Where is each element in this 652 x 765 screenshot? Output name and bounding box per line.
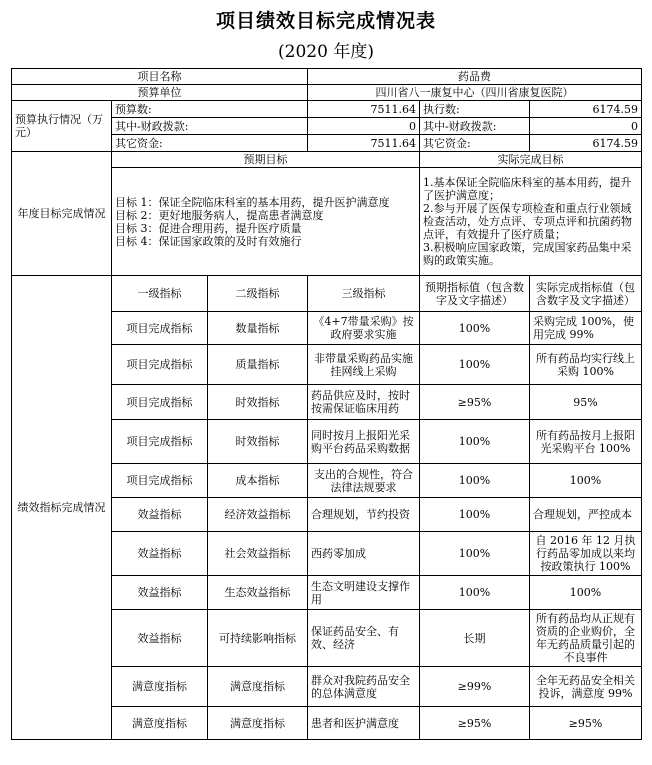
level2-cell: 时效指标 bbox=[208, 385, 308, 420]
actual-value-header: 实际完成指标值（包含数字及文字描述） bbox=[530, 276, 642, 312]
exec-row-label: 执行数: bbox=[420, 101, 530, 118]
expected-cell: ≥99% bbox=[420, 667, 530, 707]
actual-cell: 自 2016 年 12 月执行药品零加成以来均按政策执行 100% bbox=[530, 532, 642, 576]
expected-cell: 100% bbox=[420, 532, 530, 576]
expected-cell: ≥95% bbox=[420, 385, 530, 420]
level1-cell: 项目完成指标 bbox=[112, 385, 208, 420]
expected-value-header: 预期指标值（包含数字及文字描述） bbox=[420, 276, 530, 312]
actual-cell: 100% bbox=[530, 464, 642, 498]
page-title: 项目绩效目标完成情况表 bbox=[215, 10, 436, 32]
level1-cell: 项目完成指标 bbox=[112, 345, 208, 385]
annual-section-label: 年度目标完成情况 bbox=[12, 152, 112, 276]
actual-cell: ≥95% bbox=[530, 707, 642, 740]
level2-cell: 成本指标 bbox=[208, 464, 308, 498]
project-name-label: 项目名称 bbox=[12, 69, 308, 85]
level3-cell: 药品供应及时，按时按需保证临床用药 bbox=[308, 385, 420, 420]
level2-cell: 满意度指标 bbox=[208, 667, 308, 707]
expected-cell: 100% bbox=[420, 312, 530, 345]
actual-cell: 所有药品均实行线上采购 100% bbox=[530, 345, 642, 385]
exec-row-label: 其它资金: bbox=[420, 135, 530, 152]
page-subtitle: (2020 年度) bbox=[278, 42, 374, 62]
actual-goal-header: 实际完成目标 bbox=[420, 152, 642, 168]
actual-cell: 100% bbox=[530, 576, 642, 610]
level1-cell: 效益指标 bbox=[112, 498, 208, 532]
level3-cell: 同时按月上报阳光采购平台药品采购数据 bbox=[308, 420, 420, 464]
performance-section-label: 绩效指标完成情况 bbox=[12, 276, 112, 740]
level2-cell: 满意度指标 bbox=[208, 707, 308, 740]
level2-cell: 生态效益指标 bbox=[208, 576, 308, 610]
level1-cell: 效益指标 bbox=[112, 532, 208, 576]
actual-cell: 合理规划，严控成本 bbox=[530, 498, 642, 532]
level1-cell: 满意度指标 bbox=[112, 707, 208, 740]
actual-goal-text: 1.基本保证全院临床科室的基本用药，提升了医护满意度； 2.参与开展了医保专项检查和重点行业领域检查活动，处方点评、专项点评和抗菌药物点评，有效提升了医疗质量； 3.积极响应国家政策，完成国家药品集中采购的政策实施。 bbox=[420, 168, 642, 276]
level3-cell: 群众对我院药品安全的总体满意度 bbox=[308, 667, 420, 707]
level3-cell: 生态文明建设支撑作用 bbox=[308, 576, 420, 610]
level1-cell: 项目完成指标 bbox=[112, 464, 208, 498]
performance-table bbox=[11, 68, 642, 740]
level3-cell: 合理规划，节约投资 bbox=[308, 498, 420, 532]
level3-cell: 保证药品安全、有效、经济 bbox=[308, 610, 420, 667]
actual-cell: 所有药品均从正规有资质的企业购价，全年无药品质量引起的不良事件 bbox=[530, 610, 642, 667]
level2-cell: 时效指标 bbox=[208, 420, 308, 464]
expected-goal-header: 预期目标 bbox=[112, 152, 420, 168]
expected-cell: ≥95% bbox=[420, 707, 530, 740]
level2-header: 二级指标 bbox=[208, 276, 308, 312]
budget-row-value: 7511.64 bbox=[308, 101, 420, 118]
exec-row-label: 其中-财政拨款: bbox=[420, 118, 530, 135]
level2-cell: 数量指标 bbox=[208, 312, 308, 345]
expected-cell: 100% bbox=[420, 498, 530, 532]
exec-row-value: 6174.59 bbox=[530, 135, 642, 152]
level2-cell: 社会效益指标 bbox=[208, 532, 308, 576]
budget-row-value: 7511.64 bbox=[308, 135, 420, 152]
project-name-value: 药品费 bbox=[308, 69, 642, 85]
level2-cell: 质量指标 bbox=[208, 345, 308, 385]
level3-cell: 《4+7带量采购》按政府要求实施 bbox=[308, 312, 420, 345]
level2-cell: 可持续影响指标 bbox=[208, 610, 308, 667]
expected-cell: 100% bbox=[420, 345, 530, 385]
level2-cell: 经济效益指标 bbox=[208, 498, 308, 532]
budget-unit-label: 预算单位 bbox=[12, 85, 308, 101]
level3-header: 三级指标 bbox=[308, 276, 420, 312]
expected-cell: 100% bbox=[420, 576, 530, 610]
level1-header: 一级指标 bbox=[112, 276, 208, 312]
budget-row-label: 其它资金: bbox=[112, 135, 308, 152]
level3-cell: 非带量采购药品实施挂网线上采购 bbox=[308, 345, 420, 385]
budget-row-label: 预算数: bbox=[112, 101, 308, 118]
actual-cell: 95% bbox=[530, 385, 642, 420]
level1-cell: 效益指标 bbox=[112, 576, 208, 610]
budget-row-label: 其中-财政拨款: bbox=[112, 118, 308, 135]
expected-cell: 长期 bbox=[420, 610, 530, 667]
actual-cell: 全年无药品安全相关投诉，满意度 99% bbox=[530, 667, 642, 707]
level1-cell: 满意度指标 bbox=[112, 667, 208, 707]
exec-row-value: 0 bbox=[530, 118, 642, 135]
level3-cell: 西药零加成 bbox=[308, 532, 420, 576]
budget-unit-value: 四川省八一康复中心（四川省康复医院） bbox=[308, 85, 642, 101]
expected-cell: 100% bbox=[420, 420, 530, 464]
actual-cell: 所有药品按月上报阳光采购平台 100% bbox=[530, 420, 642, 464]
exec-row-value: 6174.59 bbox=[530, 101, 642, 118]
level3-cell: 患者和医护满意度 bbox=[308, 707, 420, 740]
level1-cell: 项目完成指标 bbox=[112, 312, 208, 345]
actual-cell: 采购完成 100%，使用完成 99% bbox=[530, 312, 642, 345]
level3-cell: 支出的合规性，符合法律法规要求 bbox=[308, 464, 420, 498]
level1-cell: 效益指标 bbox=[112, 610, 208, 667]
budget-row-value: 0 bbox=[308, 118, 420, 135]
expected-goal-text: 目标 1：保证全院临床科室的基本用药，提升医护满意度 目标 2：更好地服务病人，提高患者满意度 目标 3：促进合理用药，提升医疗质量 目标 4：保证国家政策的及时有效施行 bbox=[112, 168, 420, 276]
expected-cell: 100% bbox=[420, 464, 530, 498]
level1-cell: 项目完成指标 bbox=[112, 420, 208, 464]
budget-section-label: 预算执行情况（万元） bbox=[12, 101, 112, 152]
